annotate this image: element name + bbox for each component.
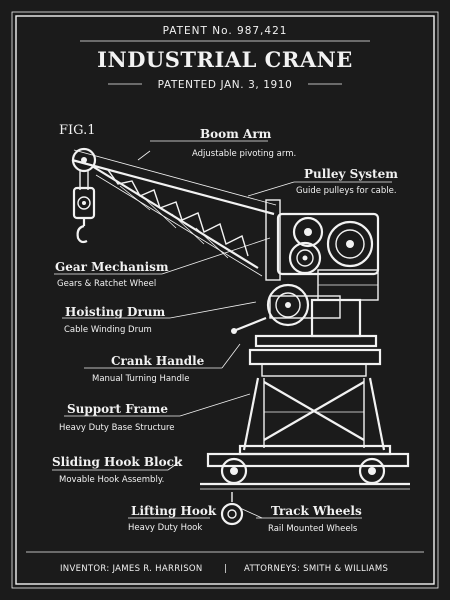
support-frame-desc: Heavy Duty Base Structure: [59, 423, 175, 433]
track-wheels-drawing: [200, 454, 410, 489]
crank-handle-title: Crank Handle: [111, 354, 205, 368]
track-wheels-desc: Rail Mounted Wheels: [268, 524, 358, 534]
boom-arm-desc: Adjustable pivoting arm.: [192, 149, 297, 159]
patent-number: PATENT No. 987,421: [162, 25, 288, 37]
boom-arm-title: Boom Arm: [200, 127, 272, 141]
pulley-system-title: Pulley System: [304, 167, 398, 181]
hoisting-drum-drawing: [231, 285, 360, 336]
lifting-hook-drawing: [222, 492, 242, 524]
gear-mechanism-desc: Gears & Ratchet Wheel: [57, 279, 157, 289]
page-title: INDUSTRIAL CRANE: [97, 47, 353, 72]
support-frame-drawing: [240, 336, 390, 454]
pulley-system-drawing: [278, 214, 378, 300]
lifting-hook-desc: Heavy Duty Hook: [128, 523, 203, 533]
sliding-hook-block-desc: Movable Hook Assembly.: [59, 475, 165, 485]
hoisting-drum-desc: Cable Winding Drum: [64, 325, 152, 335]
pulley-system-desc: Guide pulleys for cable.: [296, 186, 397, 196]
figure-label: FIG.1: [59, 123, 96, 138]
patented-date: PATENTED JAN. 3, 1910: [157, 79, 293, 91]
footer-inventor: INVENTOR: JAMES R. HARRISON: [60, 564, 203, 574]
track-wheels-title: Track Wheels: [271, 504, 362, 518]
footer-attorneys: ATTORNEYS: SMITH & WILLIAMS: [244, 564, 389, 574]
hoisting-drum-title: Hoisting Drum: [65, 305, 166, 319]
support-frame-title: Support Frame: [67, 402, 168, 416]
footer-separator: |: [224, 564, 227, 574]
lifting-hook-title: Lifting Hook: [131, 504, 217, 518]
gear-mechanism-title: Gear Mechanism: [55, 260, 169, 274]
crank-handle-desc: Manual Turning Handle: [92, 374, 190, 384]
sliding-hook-block-title: Sliding Hook Block: [52, 455, 183, 469]
sliding-hook-block-drawing: [74, 170, 94, 242]
